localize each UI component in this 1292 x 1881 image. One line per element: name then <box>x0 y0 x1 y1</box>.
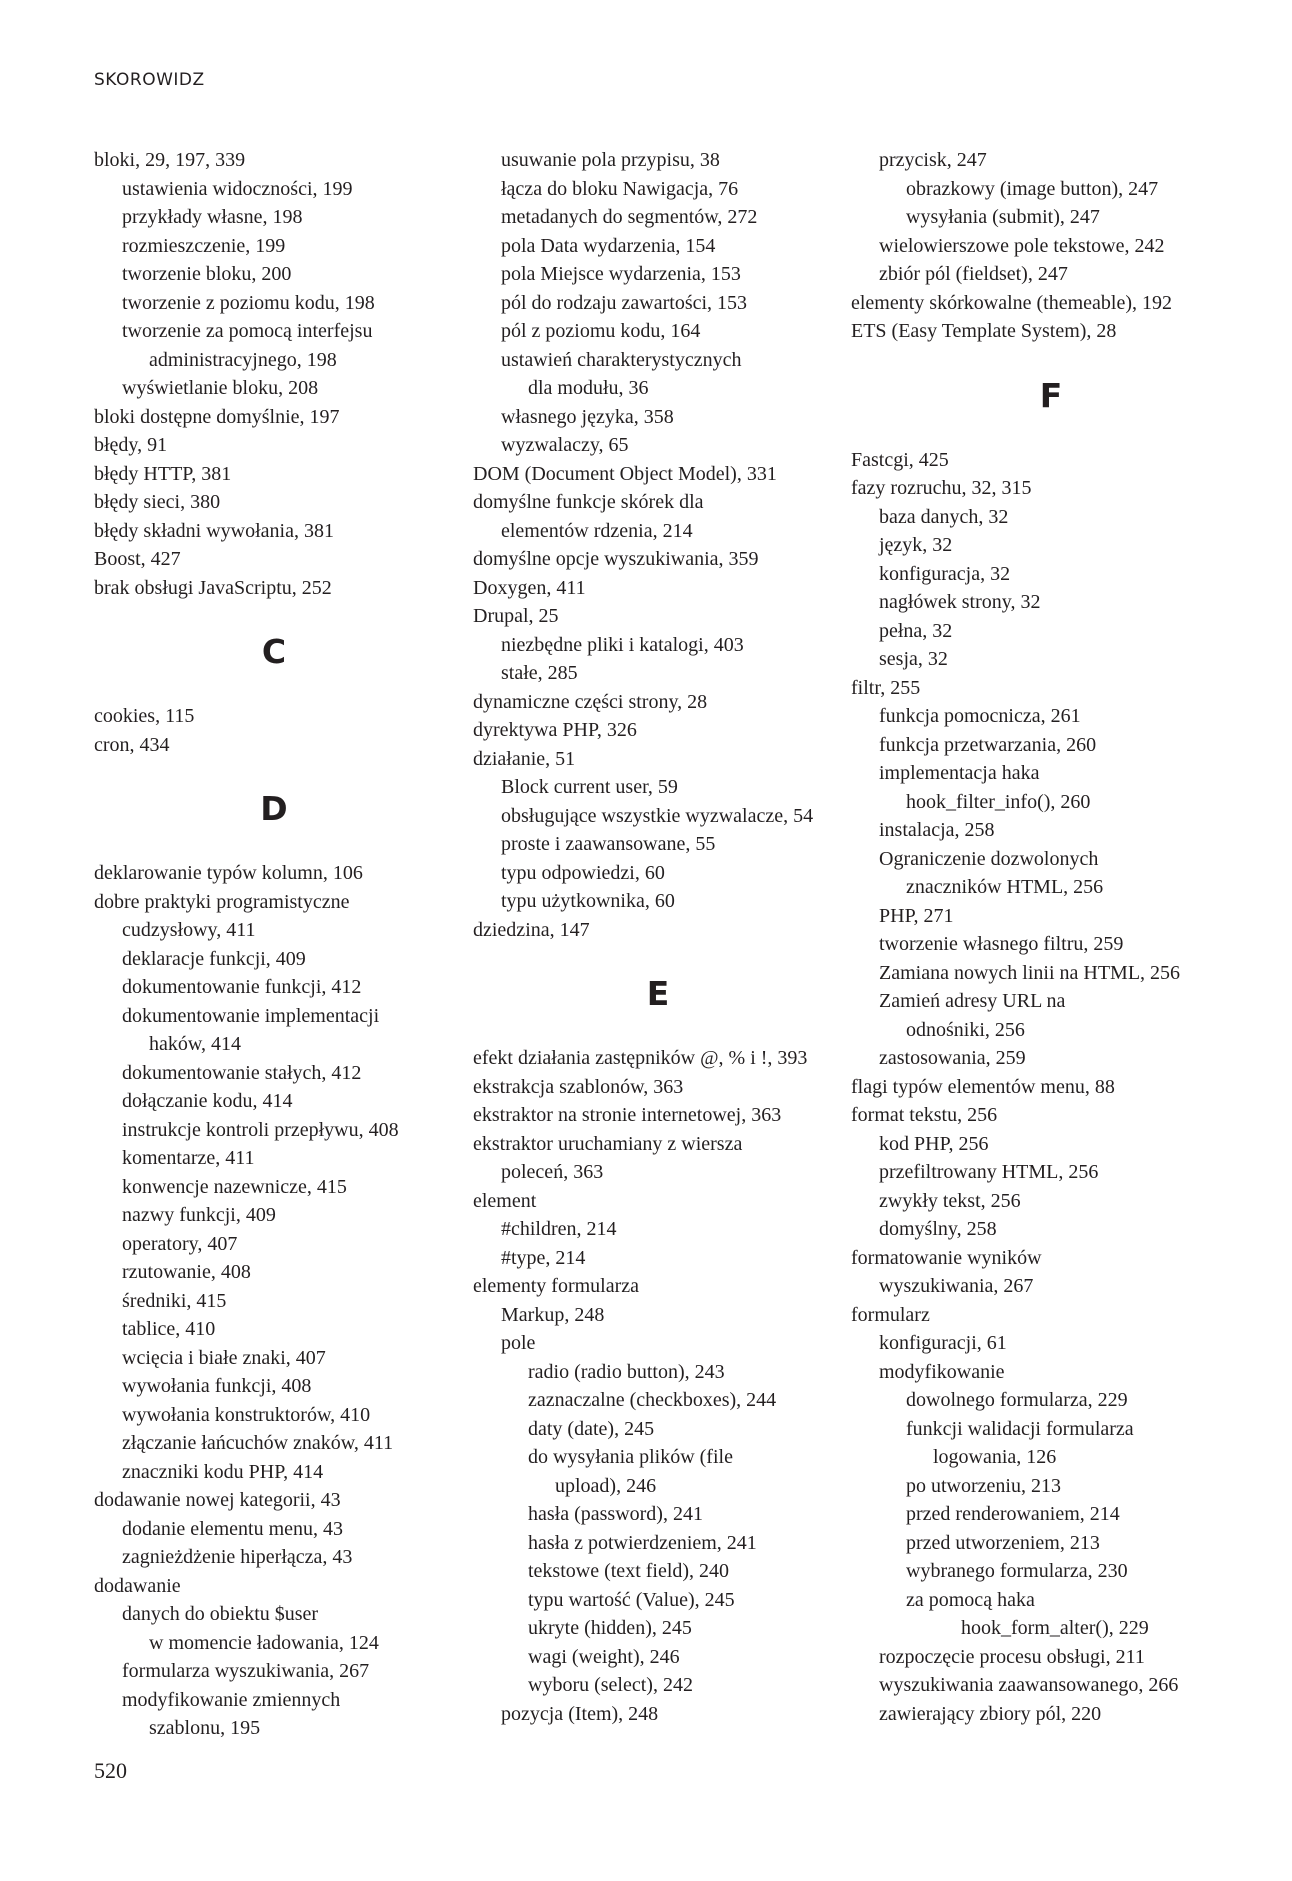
index-subentry: tekstowe (text field), 240 <box>528 1560 730 1582</box>
index-entry: ETS (Easy Template System), 28 <box>851 320 1117 342</box>
index-subentry: wyboru (select), 242 <box>528 1674 693 1696</box>
index-subentry: tworzenie własnego filtru, 259 <box>879 933 1124 955</box>
index-subentry: pole <box>501 1332 536 1354</box>
index-entry: formularz <box>851 1303 930 1326</box>
index-subentry: radio (radio button), 243 <box>528 1360 725 1383</box>
index-entry: ekstrakcja szablonów, 363 <box>473 1075 684 1098</box>
index-entry: domyślne funkcje skórek dla <box>473 491 704 513</box>
page-number: 520 <box>94 1758 127 1783</box>
index-subentry: metadanych do segmentów, 272 <box>501 206 758 228</box>
index-entry: bloki, 29, 197, 339 <box>94 149 246 171</box>
index-subentry: obsługujące wszystkie wyzwalacze, 54 <box>501 804 814 827</box>
index-subentry: przed renderowaniem, 214 <box>906 1503 1120 1525</box>
index-subentry: tworzenie za pomocą interfejsu <box>122 320 373 342</box>
index-subentry: nagłówek strony, 32 <box>879 591 1041 613</box>
index-subentry: zbiór pól (fieldset), 247 <box>879 263 1068 285</box>
index-entry: błędy sieci, 380 <box>94 491 221 513</box>
index-subentry: dokumentowanie funkcji, 412 <box>122 976 362 998</box>
index-entry: dynamiczne części strony, 28 <box>473 690 708 713</box>
index-entry: DOM (Document Object Model), 331 <box>473 462 777 485</box>
index-subentry: funkcja przetwarzania, 260 <box>879 733 1097 756</box>
index-entry: dziedzina, 147 <box>473 918 590 941</box>
index-subentry: wywołania konstruktorów, 410 <box>122 1403 371 1426</box>
index-subentry: dołączanie kodu, 414 <box>122 1090 293 1112</box>
index-subentry: język, 32 <box>879 534 953 556</box>
index-subentry: dokumentowanie stałych, 412 <box>122 1061 362 1084</box>
index-subentry: niezbędne pliki i katalogi, 403 <box>501 633 744 656</box>
index-entry: filtr, 255 <box>851 676 921 699</box>
index-subentry: wyszukiwania zaawansowanego, 266 <box>879 1674 1179 1696</box>
index-subentry: modyfikowanie zmiennych <box>122 1688 341 1711</box>
index-subentry: tworzenie z poziomu kodu, 198 <box>122 291 375 314</box>
index-subentry: tworzenie bloku, 200 <box>122 263 292 285</box>
index-subentry: baza danych, 32 <box>879 505 1009 528</box>
index-subentry: ustawienia widoczności, 199 <box>122 177 353 200</box>
index-subentry: dokumentowanie implementacji <box>122 1004 380 1027</box>
index-subentry: danych do obiektu $user <box>122 1603 319 1625</box>
index-subentry: ustawień charakterystycznych <box>501 348 742 371</box>
index-subentry: pola Data wydarzenia, 154 <box>501 234 716 257</box>
index-subentry: instrukcje kontroli przepływu, 408 <box>122 1118 399 1141</box>
index-entry: Boost, 427 <box>94 548 181 570</box>
index-column-1 <box>94 146 454 1743</box>
index-subentry: daty (date), 245 <box>528 1417 655 1440</box>
index-entry: formatowanie wyników <box>851 1246 1042 1269</box>
index-subentry: znaczniki kodu PHP, 414 <box>122 1460 324 1483</box>
index-subentry: wybranego formularza, 230 <box>906 1560 1128 1582</box>
running-head: SKOROWIDZ <box>94 70 205 90</box>
index-entry: Fastcgi, 425 <box>851 448 949 471</box>
index-subentry: odnośniki, 256 <box>906 1018 1025 1041</box>
index-subentry: przycisk, 247 <box>879 149 987 171</box>
index-entry: brak obsługi JavaScriptu, 252 <box>94 576 332 599</box>
index-subentry: znaczników HTML, 256 <box>906 876 1104 898</box>
index-subentry: konwencje nazewnicze, 415 <box>122 1175 347 1198</box>
index-entry: format tekstu, 256 <box>851 1104 998 1126</box>
index-subentry: Ograniczenie dozwolonych <box>879 847 1099 870</box>
index-entry: błędy HTTP, 381 <box>94 462 232 485</box>
index-subentry: do wysyłania plików (file <box>528 1446 733 1468</box>
index-subentry: dodanie elementu menu, 43 <box>122 1517 344 1540</box>
index-subentry: kod PHP, 256 <box>879 1132 989 1155</box>
index-subentry: obrazkowy (image button), 247 <box>906 177 1159 200</box>
index-entry: błędy, 91 <box>94 434 168 456</box>
index-subentry: stałe, 285 <box>501 662 578 684</box>
index-subentry: dla modułu, 36 <box>528 377 649 399</box>
index-subentry: zaznaczalne (checkboxes), 244 <box>528 1389 777 1411</box>
index-subentry: własnego języka, 358 <box>501 405 674 428</box>
index-subentry: konfiguracji, 61 <box>879 1332 1007 1354</box>
index-subentry: wagi (weight), 246 <box>528 1645 680 1668</box>
index-entry: cron, 434 <box>94 733 170 756</box>
index-entry: bloki dostępne domyślnie, 197 <box>94 405 340 428</box>
section-letter: E <box>646 974 670 1013</box>
index-subentry: hook_form_alter(), 229 <box>961 1617 1149 1639</box>
index-column-2 <box>473 146 843 1728</box>
index-entry: elementy formularza <box>473 1275 640 1297</box>
index-subentry: typu użytkownika, 60 <box>501 890 675 912</box>
index-entry: elementy skórkowalne (themeable), 192 <box>851 291 1172 314</box>
index-subentry: instalacja, 258 <box>879 819 995 841</box>
index-subentry: wyzwalaczy, 65 <box>501 434 629 456</box>
index-subentry: funkcja pomocnicza, 261 <box>879 705 1081 727</box>
index-subentry: pozycja (Item), 248 <box>501 1702 659 1725</box>
index-subentry: w momencie ładowania, 124 <box>149 1631 379 1654</box>
index-entry: Doxygen, 411 <box>473 576 586 599</box>
index-subentry: poleceń, 363 <box>501 1161 604 1183</box>
index-subentry: przefiltrowany HTML, 256 <box>879 1161 1099 1183</box>
section-letter: C <box>261 632 287 671</box>
index-subentry: logowania, 126 <box>933 1446 1057 1468</box>
index-subentry: formularza wyszukiwania, 267 <box>122 1660 370 1682</box>
index-subentry: funkcji walidacji formularza <box>906 1417 1134 1440</box>
index-subentry: zwykły tekst, 256 <box>879 1189 1021 1212</box>
index-subentry: hook_filter_info(), 260 <box>906 790 1091 813</box>
index-subentry: przed utworzeniem, 213 <box>906 1531 1100 1554</box>
index-subentry: pola Miejsce wydarzenia, 153 <box>501 263 741 285</box>
index-subentry: pełna, 32 <box>879 619 953 642</box>
index-subentry: rzutowanie, 408 <box>122 1261 251 1283</box>
index-subentry: haków, 414 <box>149 1033 242 1055</box>
index-entry: dyrektywa PHP, 326 <box>473 719 637 741</box>
index-subentry: konfiguracja, 32 <box>879 562 1011 585</box>
index-entry: domyślne opcje wyszukiwania, 359 <box>473 548 759 570</box>
index-entry: element <box>473 1189 537 1212</box>
index-subentry: średniki, 415 <box>122 1289 227 1312</box>
index-subentry: upload), 246 <box>555 1474 657 1497</box>
index-subentry: zawierający zbiory pól, 220 <box>879 1702 1102 1725</box>
index-subentry: nazwy funkcji, 409 <box>122 1204 276 1226</box>
index-subentry: wcięcia i białe znaki, 407 <box>122 1346 326 1369</box>
index-subentry: Zamiana nowych linii na HTML, 256 <box>879 961 1181 984</box>
index-subentry: implementacja haka <box>879 762 1040 784</box>
index-subentry: pól z poziomu kodu, 164 <box>501 320 701 342</box>
section-letter: F <box>1039 375 1063 415</box>
index-entry: cookies, 115 <box>94 705 195 727</box>
index-subentry: zagnieżdżenie hiperłącza, 43 <box>122 1546 353 1568</box>
index-subentry: hasła (password), 241 <box>528 1503 703 1525</box>
index-entry: ekstraktor na stronie internetowej, 363 <box>473 1104 782 1126</box>
index-subentry: zastosowania, 259 <box>879 1047 1026 1069</box>
index-subentry: administracyjnego, 198 <box>149 348 337 371</box>
index-subentry: pól do rodzaju zawartości, 153 <box>501 291 748 314</box>
index-subentry: rozpoczęcie procesu obsługi, 211 <box>879 1645 1145 1668</box>
index-subentry: Zamień adresy URL na <box>879 990 1066 1012</box>
index-column-3 <box>851 146 1251 1728</box>
index-subentry: #type, 214 <box>501 1246 586 1269</box>
index-subentry: wysyłania (submit), 247 <box>906 206 1100 228</box>
index-subentry: Block current user, 59 <box>501 776 678 798</box>
index-subentry: wielowierszowe pole tekstowe, 242 <box>879 234 1165 257</box>
index-subentry: hasła z potwierdzeniem, 241 <box>528 1531 757 1554</box>
index-subentry: modyfikowanie <box>879 1360 1005 1383</box>
index-subentry: PHP, 271 <box>879 904 954 927</box>
index-entry: dobre praktyki programistyczne <box>94 890 350 913</box>
index-entry: Drupal, 25 <box>473 605 559 627</box>
index-subentry: przykłady własne, 198 <box>122 206 303 228</box>
index-subentry: wyszukiwania, 267 <box>879 1275 1034 1297</box>
index-entry: dodawanie nowej kategorii, 43 <box>94 1489 341 1511</box>
index-entry: dodawanie <box>94 1574 181 1597</box>
index-subentry: typu wartość (Value), 245 <box>528 1588 735 1611</box>
index-subentry: rozmieszczenie, 199 <box>122 234 286 257</box>
index-entry: ekstraktor uruchamiany z wiersza <box>473 1132 743 1155</box>
index-entry: fazy rozruchu, 32, 315 <box>851 477 1032 499</box>
index-entry: błędy składni wywołania, 381 <box>94 519 334 542</box>
index-subentry: za pomocą haka <box>906 1588 1035 1611</box>
index-subentry: cudzysłowy, 411 <box>122 919 256 941</box>
index-subentry: deklaracje funkcji, 409 <box>122 947 306 970</box>
index-subentry: elementów rdzenia, 214 <box>501 519 693 542</box>
index-subentry: ukryte (hidden), 245 <box>528 1617 692 1639</box>
index-subentry: operatory, 407 <box>122 1232 238 1255</box>
index-entry: działanie, 51 <box>473 747 576 770</box>
index-entry: flagi typów elementów menu, 88 <box>851 1075 1115 1098</box>
index-subentry: Markup, 248 <box>501 1303 605 1326</box>
index-subentry: typu odpowiedzi, 60 <box>501 861 665 884</box>
index-subentry: wyświetlanie bloku, 208 <box>122 377 319 399</box>
index-subentry: wywołania funkcji, 408 <box>122 1375 312 1397</box>
index-subentry: proste i zaawansowane, 55 <box>501 833 716 855</box>
index-entry: deklarowanie typów kolumn, 106 <box>94 862 363 884</box>
index-subentry: #children, 214 <box>501 1218 617 1240</box>
index-subentry: domyślny, 258 <box>879 1218 997 1240</box>
index-subentry: dowolnego formularza, 229 <box>906 1389 1128 1411</box>
index-subentry: usuwanie pola przypisu, 38 <box>501 149 720 171</box>
index-subentry: tablice, 410 <box>122 1318 216 1340</box>
index-subentry: sesja, 32 <box>879 648 948 670</box>
section-letter: D <box>260 789 288 828</box>
index-entry: efekt działania zastępników @, % i !, 393 <box>473 1047 808 1069</box>
index-subentry: łącza do bloku Nawigacja, 76 <box>501 177 739 200</box>
index-subentry: komentarze, 411 <box>122 1147 255 1169</box>
index-subentry: po utworzeniu, 213 <box>906 1474 1061 1497</box>
index-subentry: szablonu, 195 <box>149 1717 261 1739</box>
index-subentry: złączanie łańcuchów znaków, 411 <box>122 1432 394 1454</box>
